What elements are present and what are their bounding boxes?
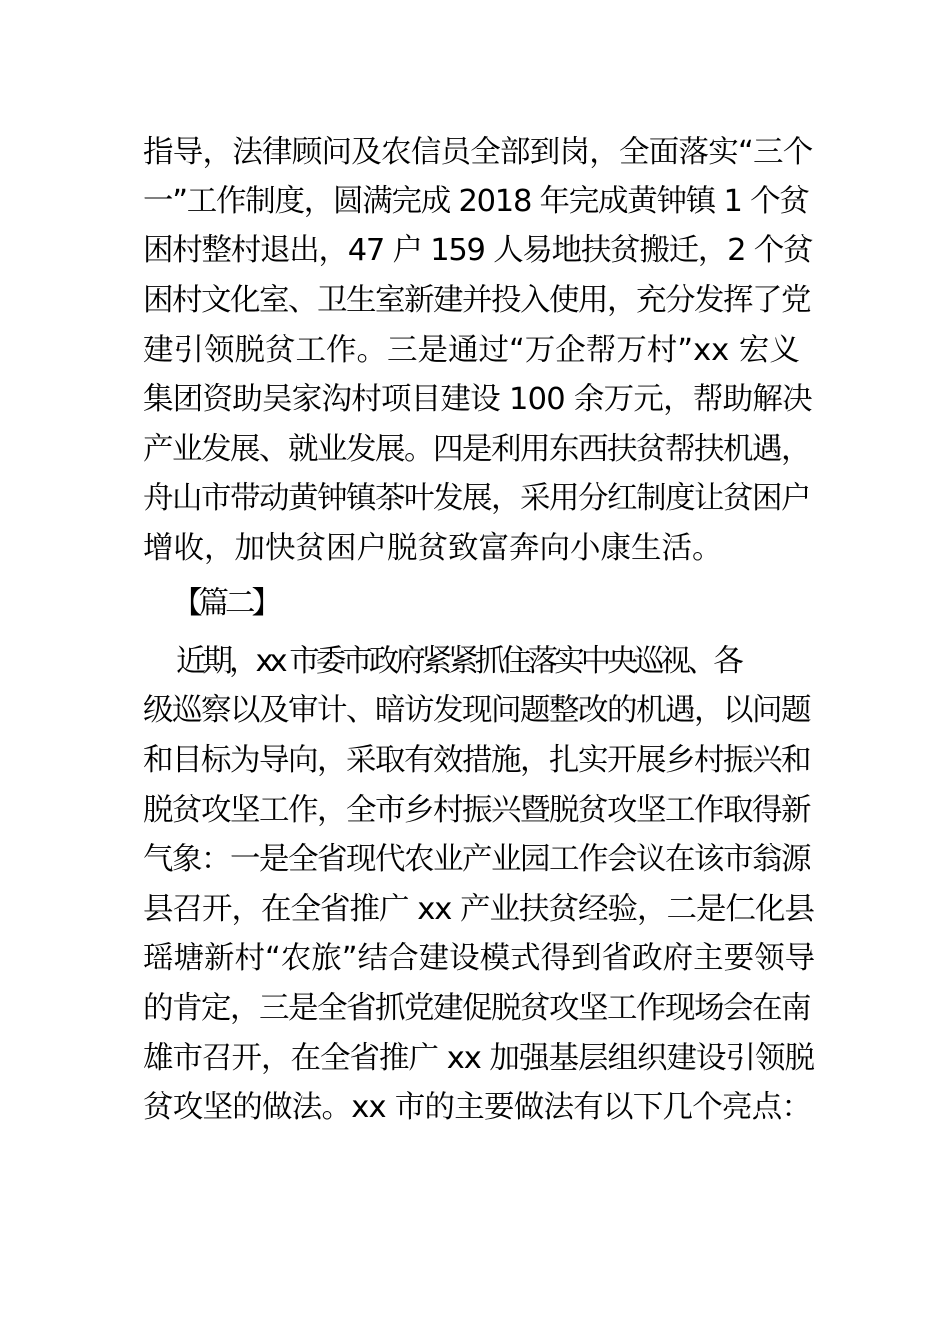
text-line: 舟山市带动黄钟镇茶叶发展，采用分红制度让贫困户 [143,481,810,516]
section-heading: 【篇二】 [172,586,278,621]
text-line: 指导，法律顾问及农信员全部到岗，全面落实“三个 [143,135,813,170]
text-line: 雄市召开，在全省推广 xx 加强基层组织建设引领脱 [143,1041,814,1076]
text-line: 增收，加快贫困户脱贫致富奔向小康生活。 [143,531,723,566]
text-line: 建引领脱贫工作。三是通过“万企帮万村”xx 宏义 [143,333,800,368]
text-line: 瑶塘新村“农旅”结合建设模式得到省政府主要领导 [143,941,816,976]
text-line: 困村文化室、卫生室新建并投入使用，充分发挥了党 [143,283,810,318]
text-line: 贫攻坚的做法。xx 市的主要做法有以下几个亮点： [143,1090,812,1125]
text-line: 气象：一是全省现代农业产业园工作会议在该市翁源 [143,842,810,877]
text-line: 近期，xx 市委市政府紧紧抓住落实中央巡视、各 [176,644,740,679]
text-line: 县召开，在全省推广 xx 产业扶贫经验，二是仁化县 [143,892,814,927]
text-line: 一”工作制度，圆满完成 2018 年完成黄钟镇 1 个贫 [143,184,809,219]
text-line: 困村整村退出，47 户 159 人易地扶贫搬迁，2 个贫 [143,233,813,268]
text-line: 脱贫攻坚工作，全市乡村振兴暨脱贫攻坚工作取得新 [143,793,810,828]
text-line: 和目标为导向，采取有效措施，扎实开展乡村振兴和 [143,743,810,778]
text-line: 产业发展、就业发展。四是利用东西扶贫帮扶机遇， [143,432,810,467]
text-line: 集团资助吴家沟村项目建设 100 余万元，帮助解决 [143,382,812,417]
text-line: 级巡察以及审计、暗访发现问题整改的机遇，以问题 [143,693,810,728]
text-line: 的肯定，三是全省抓党建促脱贫攻坚工作现场会在南 [143,991,810,1026]
